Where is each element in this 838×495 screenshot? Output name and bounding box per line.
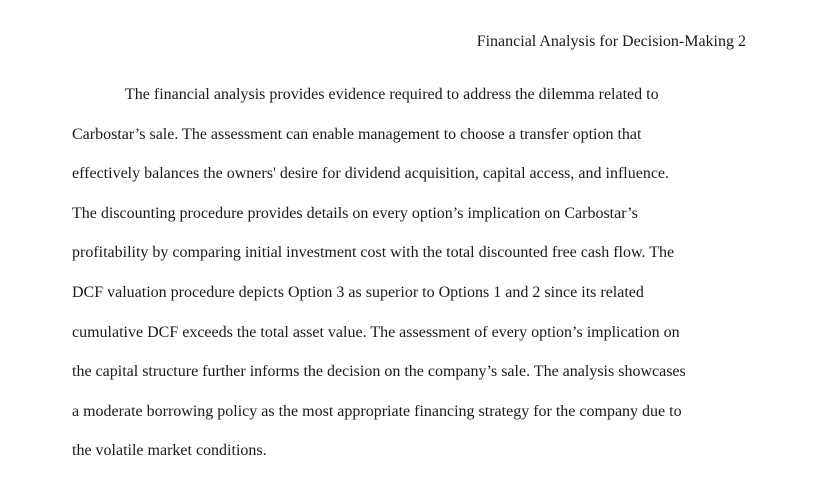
paragraph-line: cumulative DCF exceeds the total asset value. The assessment of every option’s implication on	[72, 323, 680, 341]
paragraph-line: Carbostar’s sale. The assessment can enable management to choose a transfer option that	[72, 125, 642, 143]
paragraph-line: The financial analysis provides evidence required to address the dilemma related to	[125, 86, 659, 103]
paragraph-line: profitability by comparing initial investment cost with the total discounted free cash flow. The	[72, 244, 675, 262]
paragraph-line: effectively balances the owners' desire for dividend acquisition, capital access, and influence.	[72, 165, 670, 183]
paragraph-line: the volatile market conditions.	[72, 442, 267, 460]
paragraph-line: a moderate borrowing policy as the most appropriate financing strategy for the company due to	[72, 402, 682, 420]
body-paragraph	[72, 83, 752, 479]
paragraph-line: the capital structure further informs the decision on the company’s sale. The analysis showcases	[72, 363, 686, 381]
paragraph-line: The discounting procedure provides details on every option’s implication on Carbostar’s	[72, 204, 638, 222]
paragraph-line: DCF valuation procedure depicts Option 3 as superior to Options 1 and 2 since its related	[72, 283, 644, 301]
running-head: Financial Analysis for Decision-Making 2	[476, 33, 746, 50]
